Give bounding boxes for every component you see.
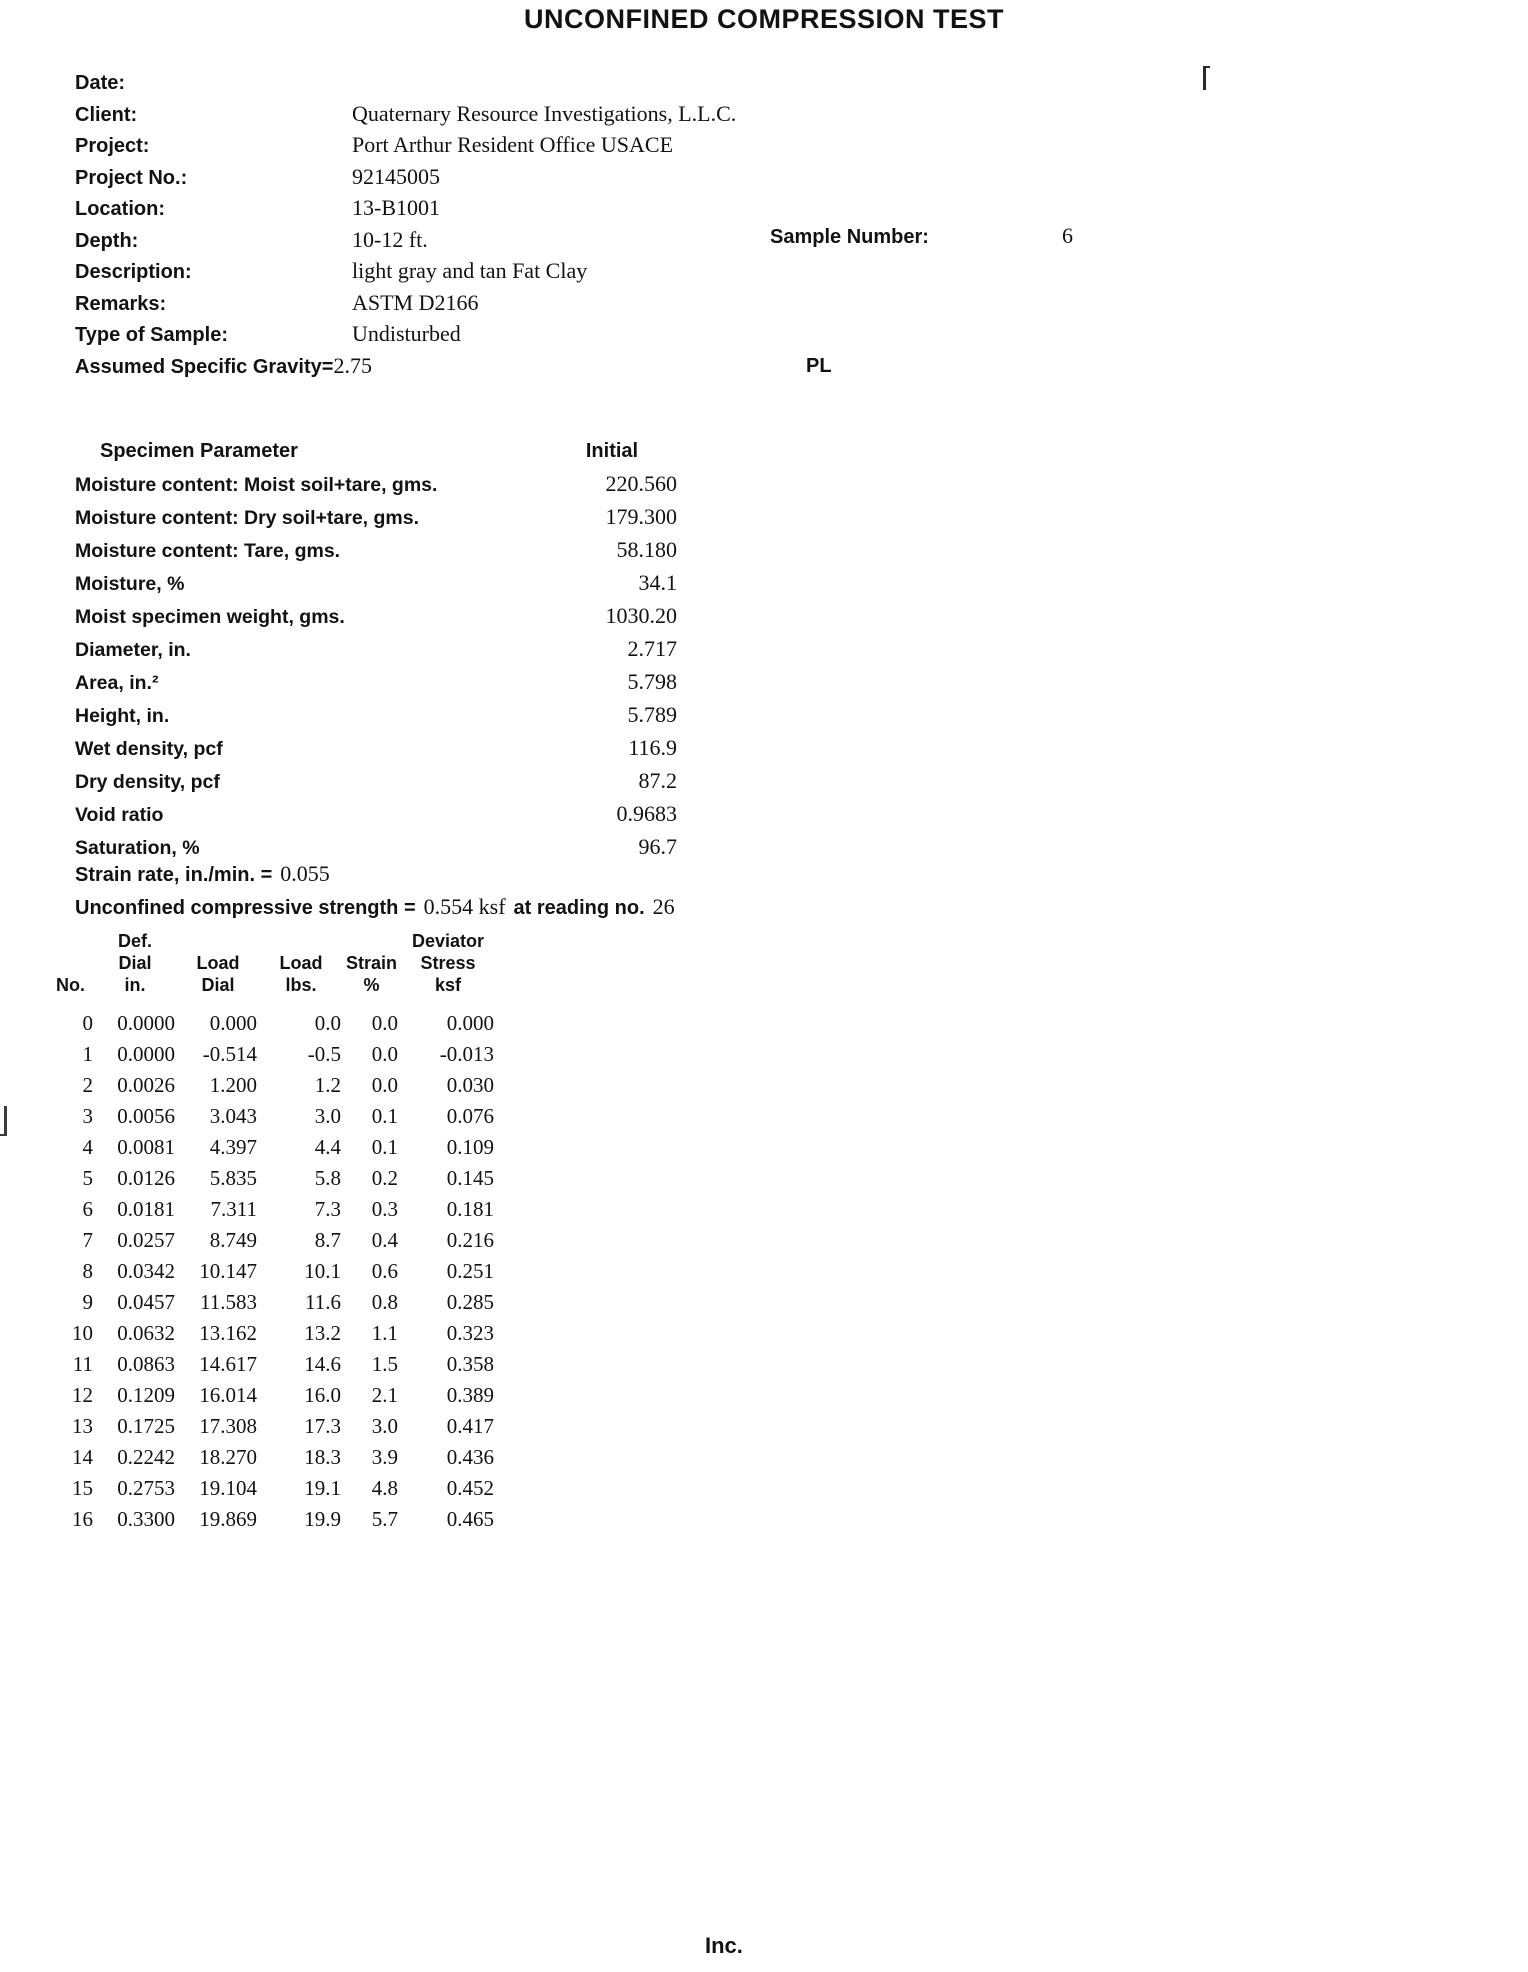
reading-def-dial: 0.0863	[117, 1352, 175, 1376]
specimen-parameter-row	[75, 534, 677, 567]
header-field-value: 92145005	[352, 163, 440, 189]
specimen-parameter-row	[75, 699, 677, 732]
reading-load-dial: 19.869	[199, 1507, 257, 1531]
reading-load-lbs: 10.1	[304, 1259, 341, 1283]
specimen-parameter-value: 58.180	[616, 537, 677, 562]
specimen-parameter-value: 1030.20	[605, 603, 677, 628]
readings-table-header	[48, 930, 496, 996]
header-field-label: Project:	[75, 135, 150, 157]
initial-column-heading: Initial	[585, 440, 639, 462]
reading-no: 11	[72, 1352, 93, 1376]
reading-load-lbs: 14.6	[304, 1352, 341, 1376]
header-block	[75, 68, 1255, 384]
reading-def-dial: 0.2753	[117, 1476, 175, 1500]
header-field-label: Client:	[75, 103, 138, 126]
sample-number	[770, 223, 1073, 249]
column-header-load-lbs: Load lbs.	[279, 953, 323, 995]
reading-load-dial: 10.147	[199, 1259, 257, 1283]
reading-load-lbs: 16.0	[304, 1383, 341, 1407]
reading-strain: 0.2	[371, 1166, 398, 1190]
reading-load-lbs: 1.2	[314, 1073, 341, 1097]
reading-row	[48, 1473, 496, 1504]
column-header-no: No.	[56, 975, 85, 995]
specimen-parameter-label: Moisture content: Tare, gms.	[75, 540, 341, 562]
specific-gravity-label: Assumed Specific Gravity=	[75, 355, 334, 378]
reading-row	[48, 1163, 496, 1194]
reading-strain: 0.0	[371, 1011, 398, 1035]
reading-def-dial: 0.3300	[117, 1507, 175, 1531]
reading-def-dial: 0.1725	[117, 1414, 175, 1438]
reading-def-dial: 0.0000	[117, 1011, 175, 1035]
specimen-parameter-row	[75, 501, 677, 534]
reading-load-lbs: 19.1	[304, 1476, 341, 1500]
specimen-parameter-rows	[75, 468, 677, 864]
reading-load-lbs: 19.9	[304, 1507, 341, 1531]
reading-load-dial: 11.583	[200, 1290, 257, 1314]
specimen-parameter-value: 5.789	[627, 702, 677, 727]
reading-deviator-stress: 0.181	[446, 1197, 494, 1221]
specimen-parameter-row	[75, 600, 677, 633]
readings-table	[48, 930, 496, 1535]
specimen-parameter-label: Dry density, pcf	[75, 771, 220, 793]
header-field-value: 13-B1001	[352, 195, 440, 220]
reading-no: 3	[82, 1104, 93, 1128]
reading-def-dial: 0.0056	[117, 1104, 175, 1128]
reading-no: 10	[72, 1321, 93, 1345]
reading-row	[48, 1008, 496, 1039]
reading-load-lbs: 13.2	[304, 1321, 341, 1345]
reading-no: 7	[82, 1228, 93, 1252]
reading-row	[48, 1411, 496, 1442]
reading-deviator-stress: 0.452	[446, 1476, 494, 1500]
reading-strain: 2.1	[371, 1383, 398, 1407]
reading-load-dial: 18.270	[199, 1445, 257, 1469]
reading-strain: 0.1	[371, 1135, 398, 1159]
document-title: UNCONFINED COMPRESSION TEST	[523, 4, 1005, 34]
readings-table-body	[48, 1008, 496, 1535]
reading-load-dial: 14.617	[199, 1352, 257, 1376]
reading-def-dial: 0.0342	[117, 1259, 175, 1283]
reading-no: 6	[82, 1197, 93, 1221]
specimen-parameter-label: Saturation, %	[75, 837, 200, 859]
specimen-parameter-label: Area, in.²	[75, 672, 159, 694]
specimen-parameter-row	[75, 765, 677, 798]
specimen-parameter-label: Diameter, in.	[75, 639, 191, 661]
header-field-row	[75, 193, 1255, 225]
reading-strain: 5.7	[371, 1507, 398, 1531]
reading-row	[48, 1132, 496, 1163]
reading-strain: 3.0	[371, 1414, 398, 1438]
reading-deviator-stress: 0.030	[446, 1073, 494, 1097]
reading-deviator-stress: -0.013	[439, 1042, 494, 1066]
header-field-label: Location:	[75, 198, 165, 220]
reading-load-lbs: 5.8	[314, 1166, 341, 1190]
reading-deviator-stress: 0.216	[446, 1228, 494, 1252]
reading-load-dial: -0.514	[202, 1042, 257, 1066]
reading-no: 15	[72, 1476, 93, 1500]
header-field-row	[75, 288, 1255, 320]
column-header-load-dial: Load Dial	[196, 953, 240, 995]
reading-load-lbs: -0.5	[307, 1042, 341, 1066]
scan-artifact-left-icon	[0, 1106, 7, 1136]
footer-text: Inc.	[705, 1933, 743, 1958]
reading-deviator-stress: 0.251	[446, 1259, 494, 1283]
strain-rate-line	[75, 858, 675, 891]
reading-def-dial: 0.0026	[117, 1073, 175, 1097]
reading-load-dial: 4.397	[209, 1135, 257, 1159]
reading-load-dial: 16.014	[199, 1383, 257, 1407]
reading-strain: 1.5	[371, 1352, 398, 1376]
reading-no: 5	[82, 1166, 93, 1190]
header-field-label: Type of Sample:	[75, 324, 228, 346]
sample-number-label: Sample Number:	[770, 226, 929, 248]
header-field-value: 10-12 ft.	[352, 226, 428, 252]
reading-deviator-stress: 0.076	[446, 1104, 494, 1128]
reading-deviator-stress: 0.000	[446, 1011, 494, 1035]
column-header-strain: Strain %	[345, 953, 397, 995]
reading-no: 8	[82, 1259, 93, 1283]
reading-load-lbs: 3.0	[314, 1104, 341, 1128]
reading-load-dial: 1.200	[209, 1073, 257, 1097]
specific-gravity-value: 2.75	[333, 352, 372, 378]
reading-load-lbs: 8.7	[314, 1228, 341, 1252]
specimen-parameter-value: 87.2	[638, 768, 677, 793]
specimen-parameter-label: Moist specimen weight, gms.	[75, 606, 345, 628]
column-header-deviator-stress: Deviator Stress ksf	[411, 931, 485, 995]
reading-strain: 0.1	[371, 1104, 398, 1128]
specimen-parameter-label: Moisture content: Moist soil+tare, gms.	[75, 474, 438, 496]
header-field-row	[75, 256, 1255, 288]
reading-load-dial: 3.043	[209, 1104, 257, 1128]
reading-no: 0	[82, 1011, 93, 1035]
header-field-label: Depth:	[75, 229, 139, 252]
reading-row	[48, 1504, 496, 1535]
reading-deviator-stress: 0.323	[446, 1321, 494, 1345]
reading-row	[48, 1287, 496, 1318]
specimen-parameter-value: 179.300	[605, 504, 677, 529]
header-field-label: Project No.:	[75, 166, 188, 189]
reading-no-label: at reading no.	[513, 897, 645, 919]
specimen-parameter-value: 2.717	[627, 636, 677, 661]
reading-def-dial: 0.0257	[117, 1228, 175, 1252]
specimen-parameter-label: Moisture content: Dry soil+tare, gms.	[75, 507, 420, 529]
reading-deviator-stress: 0.358	[446, 1352, 494, 1376]
reading-strain: 4.8	[371, 1476, 398, 1500]
specimen-parameter-label: Wet density, pcf	[75, 738, 223, 760]
header-field-label: Description:	[75, 261, 192, 283]
reading-load-dial: 7.311	[210, 1197, 257, 1221]
reading-load-lbs: 18.3	[304, 1445, 341, 1469]
specimen-parameter-label: Void ratio	[75, 804, 164, 826]
specimen-parameters-section	[75, 440, 677, 864]
header-field-value: ASTM D2166	[352, 289, 479, 315]
reading-load-lbs: 7.3	[314, 1197, 341, 1221]
reading-strain: 1.1	[371, 1321, 398, 1345]
reading-def-dial: 0.0000	[117, 1042, 175, 1066]
reading-deviator-stress: 0.109	[446, 1135, 494, 1159]
specific-gravity-row	[75, 351, 1255, 385]
reading-row	[48, 1349, 496, 1380]
specimen-parameter-value: 5.798	[627, 669, 677, 694]
specimen-parameter-value: 220.560	[605, 471, 677, 496]
reading-load-dial: 17.308	[199, 1414, 257, 1438]
specimen-parameter-row	[75, 666, 677, 699]
reading-load-lbs: 0.0	[314, 1011, 341, 1035]
header-field-row	[75, 130, 1255, 162]
reading-def-dial: 0.0181	[117, 1197, 175, 1221]
reading-deviator-stress: 0.285	[446, 1290, 494, 1314]
reading-strain: 0.6	[371, 1259, 398, 1283]
reading-row	[48, 1256, 496, 1287]
reading-deviator-stress: 0.389	[446, 1383, 494, 1407]
reading-row	[48, 1318, 496, 1349]
reading-row	[48, 1039, 496, 1070]
reading-strain: 3.9	[371, 1445, 398, 1469]
reading-strain: 0.3	[371, 1197, 398, 1221]
specimen-parameter-label: Moisture, %	[75, 573, 185, 595]
reading-def-dial: 0.1209	[117, 1383, 175, 1407]
reading-row	[48, 1101, 496, 1132]
reading-no: 2	[82, 1073, 93, 1097]
reading-def-dial: 0.0632	[117, 1321, 175, 1345]
header-fields	[75, 68, 1255, 351]
strain-rate-value: 0.055	[280, 861, 330, 886]
specimen-parameter-value: 34.1	[638, 570, 677, 595]
compressive-strength-line	[75, 891, 675, 924]
reading-def-dial: 0.0126	[117, 1166, 175, 1190]
specimen-parameter-value: 116.9	[628, 735, 677, 760]
header-field-value: Quaternary Resource Investigations, L.L.C.	[352, 100, 737, 126]
reading-def-dial: 0.2242	[117, 1445, 175, 1469]
reading-no: 4	[82, 1135, 93, 1159]
reading-no: 1	[82, 1042, 93, 1066]
reading-no: 12	[72, 1383, 93, 1407]
reading-strain: 0.8	[371, 1290, 398, 1314]
header-field-row	[75, 68, 1255, 99]
reading-load-dial: 19.104	[199, 1476, 257, 1500]
header-field-value: Undisturbed	[352, 321, 461, 346]
reading-def-dial: 0.0081	[117, 1135, 175, 1159]
specimen-parameter-row	[75, 798, 677, 831]
reading-strain: 0.4	[371, 1228, 398, 1252]
specimen-parameter-value: 0.9683	[616, 801, 677, 826]
reading-deviator-stress: 0.417	[446, 1414, 494, 1438]
header-field-value: Port Arthur Resident Office USACE	[352, 132, 674, 157]
reading-no: 14	[72, 1445, 93, 1469]
specimen-parameter-value: 96.7	[638, 834, 677, 859]
reading-no: 16	[72, 1507, 93, 1531]
header-field-label: Date:	[75, 72, 126, 94]
header-field-value: light gray and tan Fat Clay	[352, 258, 588, 283]
reading-def-dial: 0.0457	[117, 1290, 175, 1314]
reading-deviator-stress: 0.465	[446, 1507, 494, 1531]
sample-number-value: 6	[1062, 223, 1073, 248]
reading-no: 9	[82, 1290, 93, 1314]
compressive-strength-label: Unconfined compressive strength =	[75, 897, 416, 919]
reading-row	[48, 1194, 496, 1225]
reading-load-dial: 0.000	[209, 1011, 257, 1035]
reading-row	[48, 1380, 496, 1411]
specimen-parameter-heading: Specimen Parameter	[100, 440, 298, 462]
header-field-label: Remarks:	[75, 292, 167, 315]
reading-deviator-stress: 0.145	[446, 1166, 494, 1190]
pl-label: PL	[806, 354, 832, 377]
column-header-def-dial: Def. Dial in.	[117, 931, 152, 995]
specimen-parameter-row	[75, 468, 677, 501]
reading-load-dial: 8.749	[209, 1228, 257, 1252]
reading-load-dial: 5.835	[209, 1166, 257, 1190]
strain-rate-label: Strain rate, in./min. =	[75, 864, 273, 886]
reading-load-lbs: 11.6	[305, 1290, 341, 1314]
header-field-row	[75, 99, 1255, 131]
reading-no-value: 26	[652, 894, 675, 919]
specimen-parameter-label: Height, in.	[75, 705, 170, 727]
specimen-parameter-row	[75, 633, 677, 666]
scan-artifact-right-icon	[1203, 66, 1210, 90]
reading-row	[48, 1225, 496, 1256]
reading-no: 13	[72, 1414, 93, 1438]
reading-strain: 0.0	[371, 1042, 398, 1066]
header-field-row	[75, 225, 1255, 257]
specimen-parameter-row	[75, 732, 677, 765]
reading-load-dial: 13.162	[199, 1321, 257, 1345]
reading-strain: 0.0	[371, 1073, 398, 1097]
reading-deviator-stress: 0.436	[446, 1445, 494, 1469]
reading-load-lbs: 17.3	[304, 1414, 341, 1438]
reading-row	[48, 1070, 496, 1101]
specimen-parameters-header	[75, 440, 677, 468]
compressive-strength-value: 0.554 ksf	[423, 894, 506, 919]
reading-row	[48, 1442, 496, 1473]
results-lines	[75, 858, 675, 924]
specimen-parameter-row	[75, 567, 677, 600]
header-field-row	[75, 162, 1255, 194]
header-field-row	[75, 319, 1255, 351]
reading-load-lbs: 4.4	[314, 1135, 341, 1159]
